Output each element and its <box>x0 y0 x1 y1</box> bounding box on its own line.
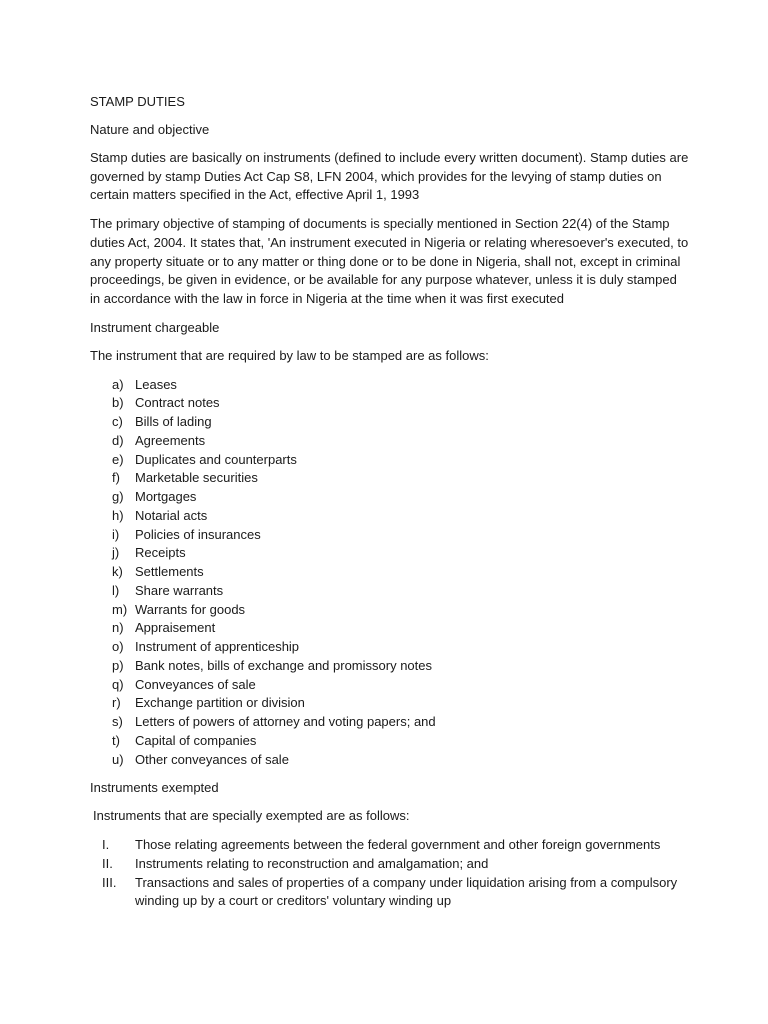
list-marker: I. <box>102 837 110 853</box>
list-marker: l) <box>112 582 120 598</box>
list-item <box>90 751 690 770</box>
list-item <box>90 874 690 911</box>
list-item <box>90 601 690 620</box>
list-item <box>90 394 690 413</box>
list-item <box>90 413 690 432</box>
list-item <box>90 376 690 395</box>
list-item-text: Bank notes, bills of exchange and promissory notes <box>135 657 433 673</box>
list-marker: d) <box>112 432 124 448</box>
list-marker: t) <box>112 732 120 748</box>
list-marker: II. <box>102 856 113 872</box>
exempted-intro: Instruments that are specially exempted are as follows: <box>93 808 410 824</box>
list-marker: h) <box>112 507 124 523</box>
list-item-text: Mortgages <box>135 489 197 505</box>
list-item-text: Conveyances of sale <box>135 676 256 692</box>
list-item-text: Receipts <box>135 545 186 561</box>
list-item-text: Instruments relating to reconstruction and amalgamation; and <box>135 856 489 872</box>
list-item <box>90 676 690 695</box>
list-marker: a) <box>112 376 124 392</box>
list-item-text: Policies of insurances <box>135 526 261 542</box>
list-marker: c) <box>112 414 123 430</box>
list-item-text: Appraisement <box>135 620 216 636</box>
list-marker: p) <box>112 657 124 673</box>
list-marker: f) <box>112 470 120 486</box>
paragraph-definition: Stamp duties are basically on instruments (defined to include every written document). Stamp duties are governed by stamp Duties Act Cap S8, LFN 2004, which provides for the levying of stamp duties on certain matters specified in the Act, effective April 1, 1993 <box>90 150 689 203</box>
list-item-text: Agreements <box>135 432 206 448</box>
list-item-text: Capital of companies <box>135 732 257 748</box>
list-item <box>90 619 690 638</box>
list-marker: u) <box>112 751 124 767</box>
list-marker: m) <box>112 601 128 617</box>
list-item <box>90 469 690 488</box>
list-item <box>90 732 690 751</box>
list-item-text: Notarial acts <box>135 507 208 523</box>
list-marker: b) <box>112 395 124 411</box>
list-marker: n) <box>112 620 124 636</box>
list-item-text: Those relating agreements between the federal government and other foreign governments <box>135 837 661 853</box>
chargeable-list <box>90 376 690 770</box>
list-marker: i) <box>112 526 120 542</box>
list-marker: j) <box>112 545 120 561</box>
list-marker: k) <box>112 564 123 580</box>
list-item-text: Warrants for goods <box>135 601 246 617</box>
list-item <box>90 432 690 451</box>
list-marker: g) <box>112 489 124 505</box>
list-marker: r) <box>112 695 121 711</box>
list-item <box>90 836 690 855</box>
section-heading-exempted: Instruments exempted <box>90 780 219 796</box>
list-item-text: Contract notes <box>135 395 220 411</box>
list-marker: e) <box>112 451 124 467</box>
list-item <box>90 563 690 582</box>
section-heading-nature: Nature and objective <box>90 122 210 137</box>
exempted-list <box>90 836 690 911</box>
list-item-text: Marketable securities <box>135 470 258 486</box>
list-item <box>90 638 690 657</box>
list-item-text: Other conveyances of sale <box>135 751 289 767</box>
list-marker: III. <box>102 874 117 890</box>
list-item <box>90 855 690 874</box>
list-item <box>90 657 690 676</box>
list-item <box>90 526 690 545</box>
section-heading-chargeable: Instrument chargeable <box>90 319 220 335</box>
list-item-text: Exchange partition or division <box>135 695 305 711</box>
list-item-text: Share warrants <box>135 582 224 598</box>
list-item-text: Instrument of apprenticeship <box>135 639 300 655</box>
list-item-text: Letters of powers of attorney and voting papers; and <box>135 714 436 730</box>
list-marker: s) <box>112 714 123 730</box>
chargeable-intro: The instrument that are required by law to be stamped are as follows: <box>90 347 489 363</box>
list-item-text: Settlements <box>135 564 204 580</box>
list-item <box>90 582 690 601</box>
list-item <box>90 451 690 470</box>
list-item <box>90 694 690 713</box>
list-item-text: Transactions and sales of properties of a company under liquidation arising from a compulsory winding up by a court or creditors' voluntary winding up <box>135 874 678 909</box>
document-body <box>90 93 690 911</box>
list-item <box>90 507 690 526</box>
list-marker: q) <box>112 676 124 692</box>
paragraph-objective: The primary objective of stamping of documents is specially mentioned in Section 22(4) of the Stamp duties Act, 2004. It states that, 'An instrument executed in Nigeria or relating wheresoever's executed, to any property situate or to any matter or thing done or to be done in Nigeria, shall not, except in criminal proceedings, be given in evidence, or be available for any purpose whatever, unless it is duly stamped in accordance with the law in force in Nigeria at the time when it was first executed <box>90 216 689 306</box>
list-item <box>90 713 690 732</box>
list-marker: o) <box>112 639 124 655</box>
list-item <box>90 544 690 563</box>
list-item-text: Bills of lading <box>135 414 212 430</box>
list-item <box>90 488 690 507</box>
list-item-text: Duplicates and counterparts <box>135 451 297 467</box>
document-title: STAMP DUTIES <box>90 94 185 109</box>
list-item-text: Leases <box>135 376 177 392</box>
